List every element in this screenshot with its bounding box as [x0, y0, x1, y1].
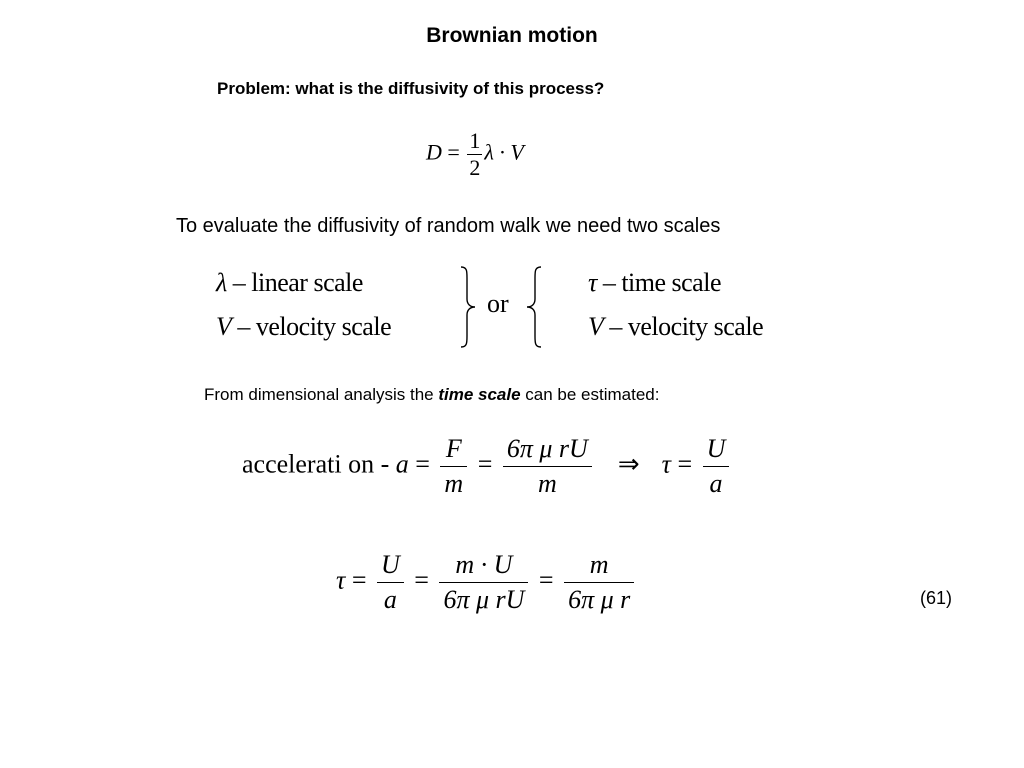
fraction-denominator: m [503, 466, 592, 499]
eq-term: λ · V [484, 139, 524, 165]
fraction-numerator: U [706, 434, 726, 463]
fraction-denominator: a [703, 466, 730, 499]
eq-symbol: τ [336, 565, 346, 595]
eq-operator: = [441, 139, 466, 165]
eq-symbol: a [395, 449, 409, 479]
fraction-numerator: 6π μ rU [506, 434, 588, 463]
right-brace-icon [458, 266, 478, 348]
emphasis-time-scale: time scale [438, 385, 521, 404]
problem-statement: Problem: what is the diffusivity of this process? [217, 79, 605, 98]
fraction-denominator: a [377, 582, 404, 615]
scale-symbol: V [588, 312, 604, 341]
fraction [564, 550, 634, 615]
velocity-scale-line [588, 312, 763, 342]
fraction-numerator: F [445, 434, 462, 463]
time-scale-line [588, 268, 721, 298]
fraction-numerator: 1 [469, 128, 481, 153]
text-segment: can be estimated: [520, 385, 660, 404]
eq-operator: = [408, 449, 437, 479]
eq-operator: = [407, 565, 436, 595]
or-connector: or [487, 289, 509, 318]
left-brace-icon [524, 266, 544, 348]
linear-scale-line [216, 268, 363, 298]
eq-label: accelerati on - [242, 449, 396, 479]
implies-symbol: ⇒ [617, 449, 640, 479]
eq-operator: = [670, 449, 699, 479]
fraction [503, 434, 592, 499]
acceleration-equation [242, 434, 733, 499]
scale-symbol: λ [216, 268, 227, 297]
fraction-numerator: U [380, 550, 400, 579]
scale-description: – velocity scale [603, 312, 764, 341]
evaluate-text: To evaluate the diffusivity of random walk we need two scales [176, 215, 721, 237]
scale-description: – velocity scale [231, 312, 392, 341]
dimensional-analysis-text [204, 385, 659, 405]
scale-symbol: τ [588, 268, 597, 297]
velocity-scale-line [216, 312, 391, 342]
scale-description: – time scale [596, 268, 721, 297]
eq-operator: = [532, 565, 561, 595]
fraction [703, 434, 730, 499]
eq-operator: = [471, 449, 499, 479]
fraction-denominator: 6π μ r [564, 582, 634, 615]
scale-description: – linear scale [226, 268, 363, 297]
scale-symbol: V [216, 312, 232, 341]
tau-equation [336, 550, 638, 615]
text-segment: From dimensional analysis the [204, 385, 439, 404]
equation-number: (61) [920, 588, 953, 608]
fraction [440, 434, 467, 499]
fraction-denominator: m [440, 466, 467, 499]
fraction-numerator: m · U [455, 550, 513, 579]
fraction-denominator: 6π μ rU [439, 582, 528, 615]
fraction [439, 550, 528, 615]
fraction [467, 128, 482, 181]
fraction-numerator: m [589, 550, 609, 579]
page-title: Brownian motion [426, 24, 598, 47]
fraction-denominator: 2 [469, 155, 481, 180]
eq-operator: = [345, 565, 373, 595]
diffusivity-equation [426, 128, 524, 181]
eq-symbol: τ [661, 449, 671, 479]
fraction [377, 550, 404, 615]
eq-symbol: D [426, 139, 442, 165]
